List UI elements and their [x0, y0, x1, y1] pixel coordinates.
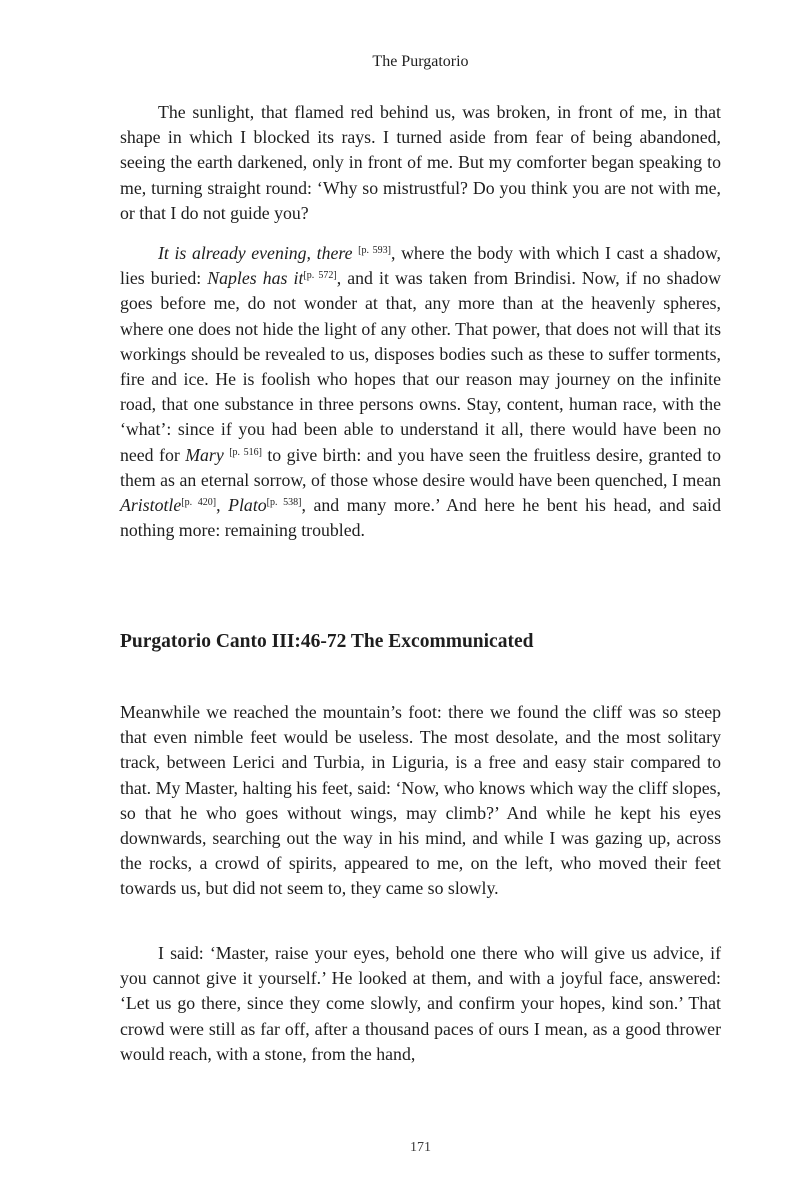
- paragraph-text: , and it was taken from Brindisi. Now, if no shadow goes before me, do not wonder at that, any more than at the heavenly spheres, where one does not hide the light of any other. That power, that does not will that its workings should be revealed to us, disposes bodies such as these to suffer torments, fire and ice. He is foolish who hopes that our reason may journey on the infinite road, that one substance in three persons owns. Stay, content, human race, with the ‘what’: since if you had been able to understand it all, there would have been no need for: [120, 268, 721, 465]
- paragraph-text: , and many more.’ And here he bent his head, and said nothing more: remaining troubled.: [120, 495, 721, 541]
- quote-italic: Naples has it: [207, 268, 304, 289]
- page-reference: [p. 516]: [229, 446, 262, 458]
- quote-italic: It is already evening, there: [158, 243, 353, 263]
- page-number: 171: [410, 1140, 431, 1155]
- name-italic: Plato: [228, 495, 267, 516]
- page-reference: [p. 538]: [266, 497, 302, 509]
- running-head: The Purgatorio: [372, 53, 469, 70]
- page-reference: [p. 593]: [358, 245, 392, 256]
- paragraph-sunlight: The sunlight, that flamed red behind us, was broken, in front of me, in that shape in which I blocked its rays. I turned aside from fear of being abandoned, seeing the earth darkened, only in front of me. But my comforter began speaking to me, turning straight round: ‘Why so mistrustful? Do you think you are not with me, or that I do not guide you?: [120, 102, 721, 223]
- section-heading: Purgatorio Canto III:46-72 The Excommunicated: [120, 631, 534, 652]
- paragraph-raise-your-eyes: I said: ‘Master, raise your eyes, behold one there who will give us advice, if you cannot give it yourself.’ He looked at them, and with a joyful face, answered: ‘Let us go there, since they come slowly, and confirm your hopes, kind son.’ That crowd were still as far off, after a thousand paces of ours I mean, as a good thrower would reach, with a stone, from the hand,: [120, 943, 721, 1064]
- page-reference: [p. 420]: [181, 497, 217, 509]
- paragraph-text: ,: [216, 495, 229, 516]
- paragraph-mountain-foot: Meanwhile we reached the mountain’s foot: there we found the cliff was so steep that even nimble feet would be useless. The most desolate, and the most solitary track, between Lerici and Turbia, in Liguria, is a free and easy stair compared to that. My Master, halting his feet, said: ‘Now, who knows which way the cliff slopes, so that he who goes without wings, may climb?’ And while he kept his eyes downwards, searching out the way in his mind, and while I was gazing up, across the rocks, a crowd of spirits, appeared to me, on the left, who moved their feet towards us, but did not seem to, they came so slowly.: [120, 702, 721, 899]
- name-italic: Aristotle: [120, 495, 182, 516]
- page-reference: [p. 572]: [303, 270, 337, 282]
- name-italic: Mary: [185, 444, 224, 465]
- paragraph-text: to give birth: and you have seen the fruitless desire, granted to them as an eternal sorrow, of those whose desire would have been quenched, I mean: [120, 444, 721, 490]
- book-page: [120, 0, 721, 1200]
- paragraph-evening: [120, 241, 721, 543]
- paragraph-text: , where the body with which I cast a shadow, lies buried:: [120, 243, 721, 289]
